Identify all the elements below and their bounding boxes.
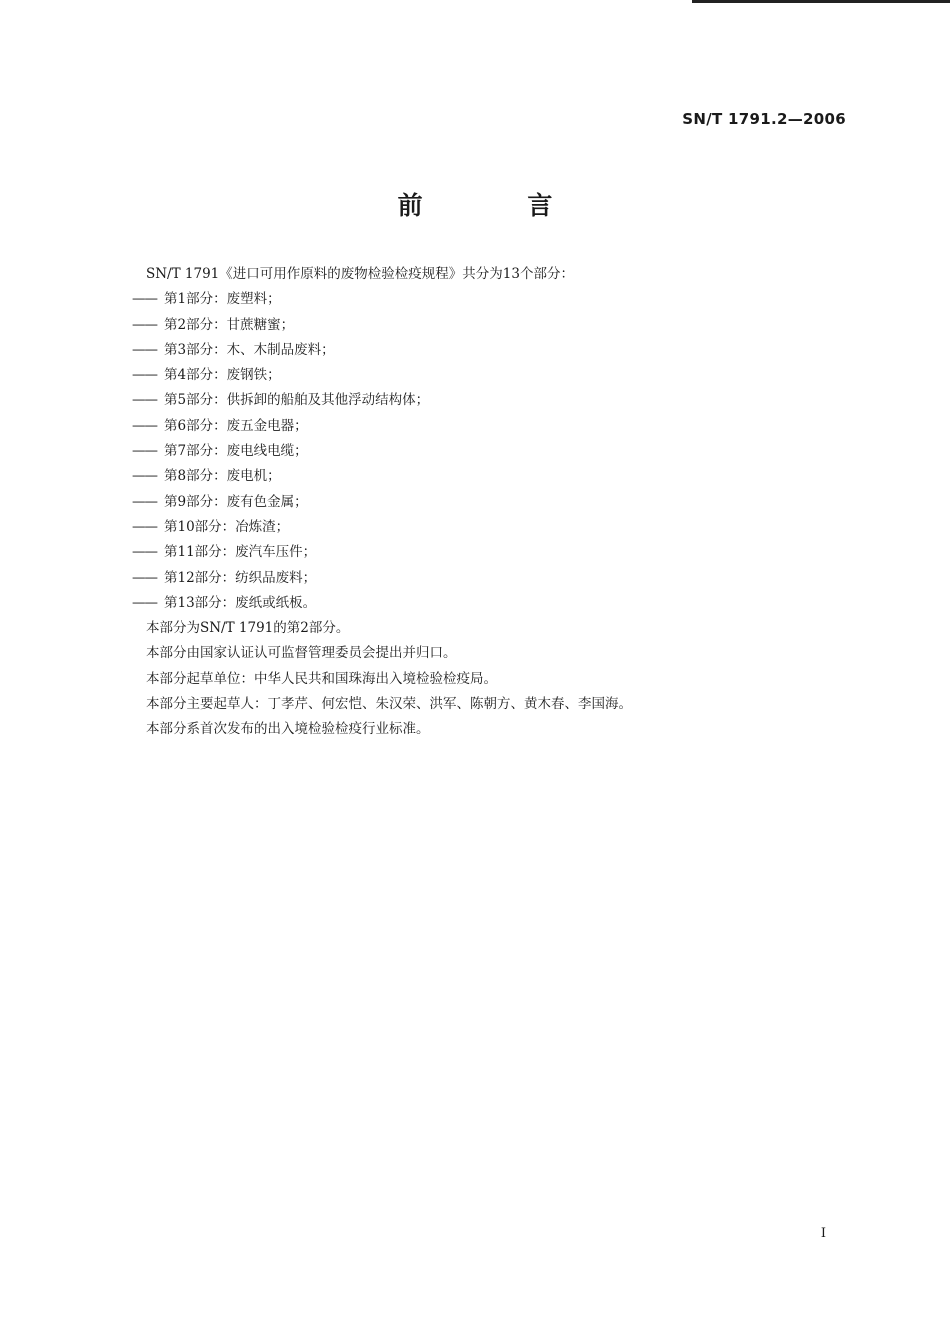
list-item	[132, 490, 846, 515]
statement-line: 本部分由国家认证认可监督管理委员会提出并归口。	[146, 645, 457, 662]
list-item-text: 第2部分：甘蔗糖蜜；	[164, 316, 295, 333]
dash-mark: ——	[132, 493, 157, 510]
statement-line: 本部分系首次发布的出入境检验检疫行业标准。	[146, 721, 430, 738]
list-item	[132, 287, 846, 312]
standard-code: SN/T 1791.2—2006	[682, 110, 846, 128]
top-rule	[692, 0, 950, 3]
list-item-text: 第7部分：废电线电缆；	[164, 443, 308, 460]
list-item	[132, 464, 846, 489]
dash-mark: ——	[132, 291, 157, 308]
page-number: I	[820, 1226, 826, 1241]
page-title: 前 言	[397, 191, 601, 220]
body-text	[132, 262, 846, 743]
list-item-text: 第9部分：废有色金属；	[164, 493, 308, 510]
list-item-text: 第11部分：废汽车压件；	[164, 544, 317, 561]
list-item-text: 第1部分：废塑料；	[164, 291, 281, 308]
list-item	[132, 313, 846, 338]
list-item	[132, 515, 846, 540]
list-item-text: 第4部分：废钢铁；	[164, 367, 281, 384]
list-item-text: 第8部分：废电机；	[164, 468, 281, 485]
dash-mark: ——	[132, 518, 157, 535]
dash-mark: ——	[132, 544, 157, 561]
dash-mark: ——	[132, 417, 157, 434]
dash-mark: ——	[132, 367, 157, 384]
statement-line: 本部分为SN/T 1791的第2部分。	[146, 620, 350, 637]
dash-mark: ——	[132, 468, 157, 485]
list-item	[132, 388, 846, 413]
dash-mark: ——	[132, 569, 157, 586]
dash-mark: ——	[132, 594, 157, 611]
statement-line: 本部分主要起草人：丁孝芹、何宏恺、朱汉荣、洪军、陈朝方、黄木春、李国海。	[146, 696, 632, 713]
list-item-text: 第6部分：废五金电器；	[164, 417, 308, 434]
dash-mark: ——	[132, 341, 157, 358]
dash-mark: ——	[132, 316, 157, 333]
intro-line: SN/T 1791《进口可用作原料的废物检验检疫规程》共分为13个部分：	[146, 266, 574, 282]
list-item	[132, 439, 846, 464]
list-item	[132, 566, 846, 591]
list-item	[132, 591, 846, 616]
list-item-text: 第13部分：废纸或纸板。	[164, 594, 317, 611]
list-item-text: 第3部分：木、木制品废料；	[164, 341, 335, 358]
list-item	[132, 414, 846, 439]
list-item	[132, 363, 846, 388]
dash-mark: ——	[132, 392, 157, 409]
list-item-text: 第5部分：供拆卸的船舶及其他浮动结构体；	[164, 392, 430, 409]
list-item	[132, 338, 846, 363]
list-item	[132, 540, 846, 565]
dash-mark: ——	[132, 443, 157, 460]
statement-line: 本部分起草单位：中华人民共和国珠海出入境检验检疫局。	[146, 670, 497, 687]
list-item-text: 第12部分：纺织品废料；	[164, 569, 317, 586]
list-item-text: 第10部分：冶炼渣；	[164, 518, 290, 535]
